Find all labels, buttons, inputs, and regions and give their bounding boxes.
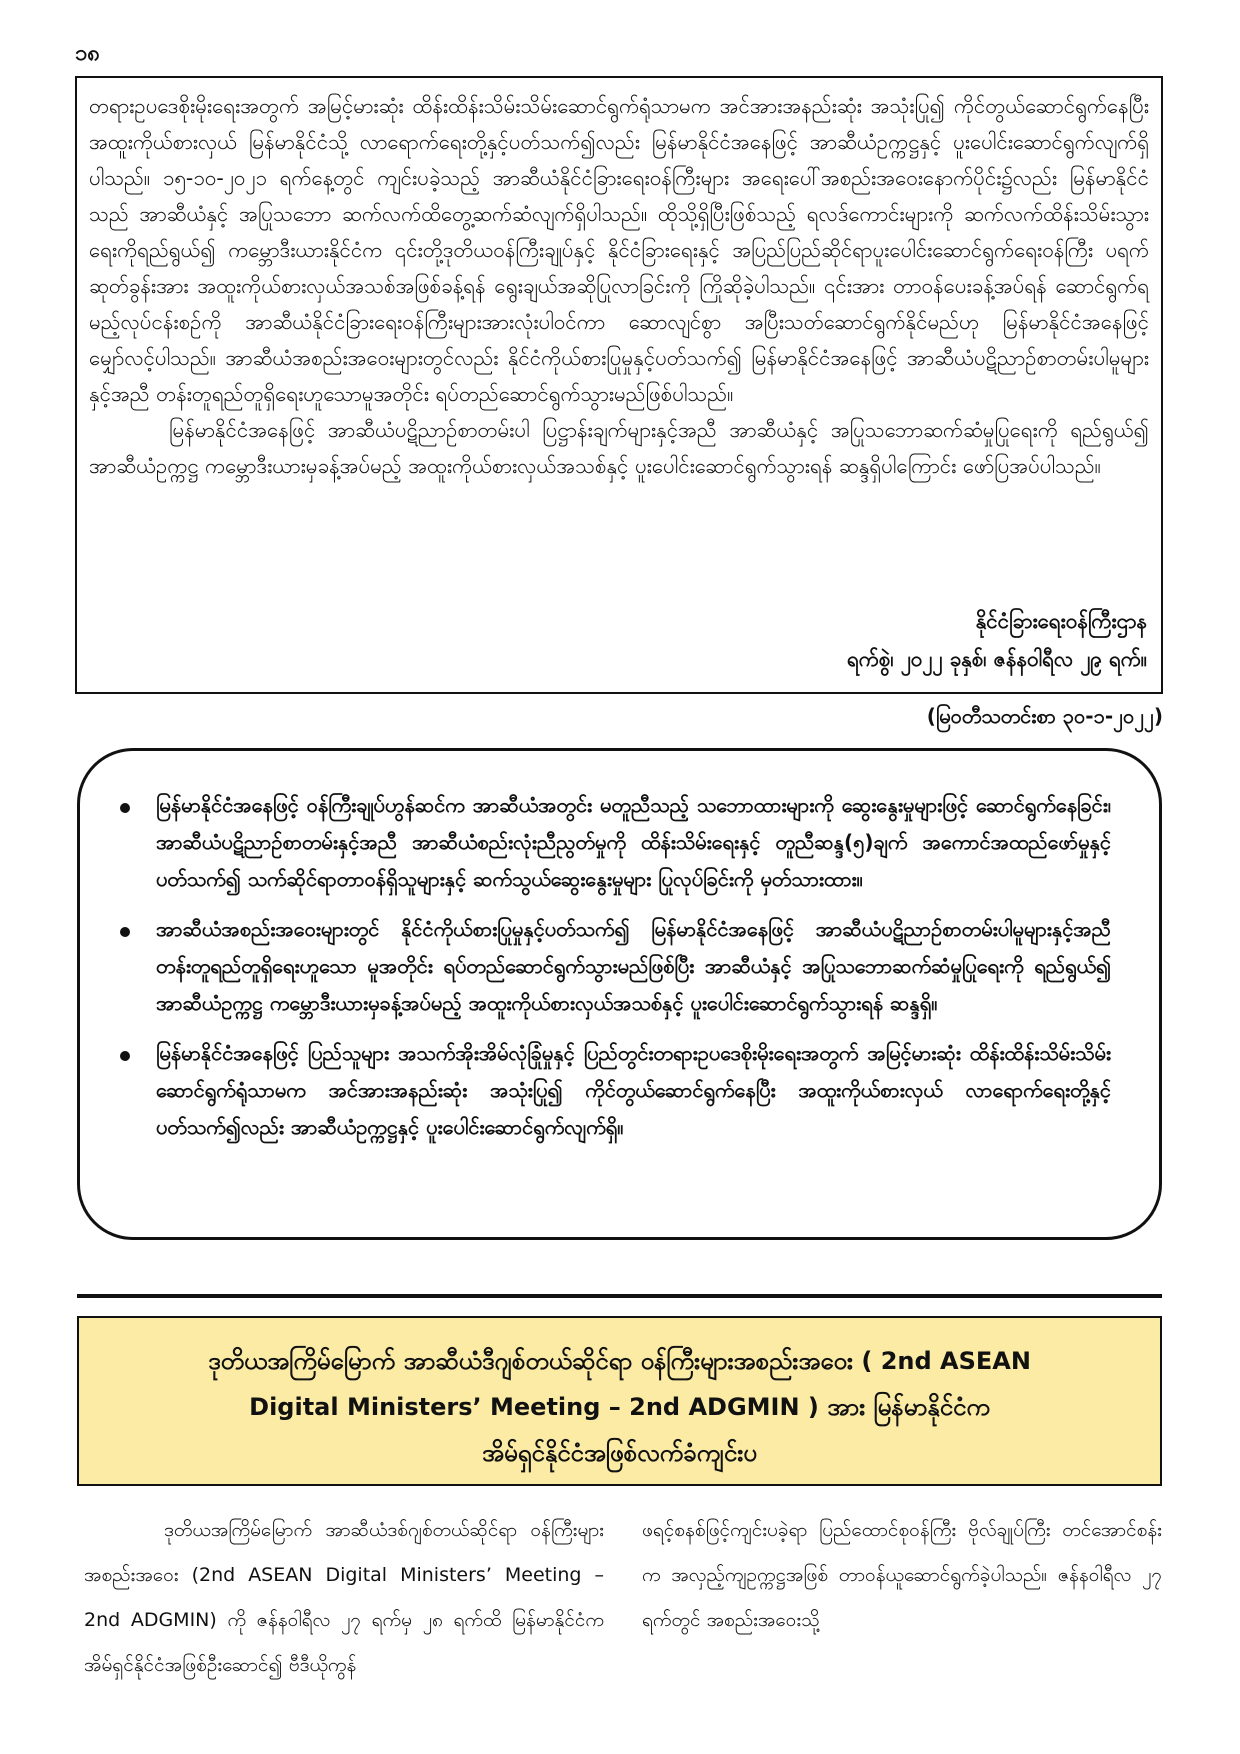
statement-signature	[847, 602, 1147, 678]
statement-paragraph: တရားဥပဒေစိုးမိုးရေးအတွက် အမြင့်မားဆုံး ထိန်းထိန်းသိမ်းသိမ်းဆောင်ရွက်ရုံသာမက အင်အားအနည်းဆုံး အသုံးပြု၍ ကိုင်တွယ်ဆောင်ရွက်နေပြီး အထူးကိုယ်စားလှယ် မြန်မာနိုင်ငံသို့ လာရောက်ရေးတို့နှင့်ပတ်သက်၍လည်း မြန်မာနိုင်ငံအနေဖြင့် အာဆီယံဥက္ကဋ္ဌနှင့် ပူးပေါင်းဆောင်ရွက်လျက်ရှိပါသည်။ ၁၅-၁၀-၂၀၂၁ ရက်နေ့တွင် ကျင်းပခဲ့သည့် အာဆီယံနိုင်ငံခြားရေးဝန်ကြီးများ အရေးပေါ်အစည်းအဝေးနောက်ပိုင်း၌လည်း မြန်မာနိုင်ငံသည် အာဆီယံနှင့် အပြုသဘော ဆက်လက်ထိတွေ့ဆက်ဆံလျက်ရှိပါသည်။ ထိုသို့ရှိပြီးဖြစ်သည့် ရလဒ်ကောင်းများကို ဆက်လက်ထိန်းသိမ်းသွားရေးကိုရည်ရွယ်၍ ကမ္ဘောဒီးယားနိုင်ငံက ၎င်းတို့ဒုတိယဝန်ကြီးချုပ်နှင့် နိုင်ငံခြားရေးနှင့် အပြည်ပြည်ဆိုင်ရာပူးပေါင်းဆောင်ရွက်ရေးဝန်ကြီး ပရက်ဆုတ်ခွန်းအား အထူးကိုယ်စားလှယ်အသစ်အဖြစ်ခန့်ရန် ရွေးချယ်အဆိုပြုလာခြင်းကို ကြိုဆိုခဲ့ပါသည်။ ၎င်းအား တာဝန်ပေးခန့်အပ်ရန် ဆောင်ရွက်ရမည့်လုပ်ငန်းစဉ်ကို အာဆီယံနိုင်ငံခြားရေးဝန်ကြီးများအားလုံးပါဝင်ကာ ဆောလျင်စွာ အပြီးသတ်ဆောင်ရွက်နိုင်မည်ဟု မြန်မာနိုင်ငံအနေဖြင့် မျှော်လင့်ပါသည်။ အာဆီယံအစည်းအဝေးများတွင်လည်း နိုင်ငံကိုယ်စားပြုမှုနှင့်ပတ်သက်၍ မြန်မာနိုင်ငံအနေဖြင့် အာဆီယံပဋိညာဉ်စာတမ်းပါမူများနှင့်အညီ တန်းတူရည်တူရှိရေးဟူသောမူအတိုင်း ရပ်တည်ဆောင်ရွက်သွားမည်ဖြစ်ပါသည်။	[89, 94, 1149, 406]
summary-item-text: အာဆီယံအစည်းအဝေးများတွင် နိုင်ငံကိုယ်စားပြုမှုနှင့်ပတ်သက်၍ မြန်မာနိုင်ငံအနေဖြင့် အာဆီယံပဋိညာဉ်စာတမ်းပါမူများနှင့်အညီ တန်းတူရည်တူရှိရေးဟူသော မူအတိုင်း ရပ်တည်ဆောင်ရွက်သွားမည်ဖြစ်ပြီး အာဆီယံနှင့် အပြုသဘောဆက်ဆံမှုပြုရေးကို ရည်ရွယ်၍ အာဆီယံဥက္ကဋ္ဌ ကမ္ဘောဒီးယားမှခန့်အပ်မည့် အထူးကိုယ်စားလှယ်အသစ်နှင့် ပူးပေါင်းဆောင်ရွက်သွားရန် ဆန္ဒရှိ။	[156, 917, 1111, 1015]
headline-line: Digital Ministers’ Meeting – 2nd ADGMIN ) အား မြန်မာနိုင်ငံက	[249, 1393, 990, 1421]
source-note: (မြဝတီသတင်းစာ ၃၀-၁-၂၀၂၂)	[926, 704, 1163, 728]
article-column-right: ဖရင့်စနစ်ဖြင့်ကျင်းပခဲ့ရာ ပြည်ထောင်စုဝန်ကြီး ဗိုလ်ချုပ်ကြီး တင်အောင်စန်းက အလှည့်ကျဥက္ကဋ္ဌအဖြစ် တာဝန်ယူဆောင်ရွက်ခဲ့ပါသည်။ ဇန်နဝါရီလ ၂၇ ရက်တွင် အစည်းအဝေးသို့	[642, 1519, 1162, 1631]
statement-paragraph: မြန်မာနိုင်ငံအနေဖြင့် အာဆီယံပဋိညာဉ်စာတမ်းပါ ပြဋ္ဌာန်းချက်များနှင့်အညီ အာဆီယံနှင့် အပြုသဘောဆက်ဆံမှုပြုရေးကို ရည်ရွယ်၍ အာဆီယံဥက္ကဋ္ဌ ကမ္ဘောဒီးယားမှခန့်အပ်မည့် အထူးကိုယ်စားလှယ်အသစ်နှင့် ပူးပေါင်းဆောင်ရွက်သွားရန် ဆန္ဒရှိပါကြောင်း ဖော်ပြအပ်ပါသည်။	[89, 418, 1149, 478]
issuer: နိုင်ငံခြားရေးဝန်ကြီးဌာန	[975, 609, 1147, 633]
article-body	[84, 1508, 1162, 1688]
summary-box	[77, 748, 1162, 1240]
summary-item-text: မြန်မာနိုင်ငံအနေဖြင့် ဝန်ကြီးချုပ်ဟွန်ဆင်က အာဆီယံအတွင်း မတူညီသည့် သဘောထားများကို ဆွေးနွေးမှုများဖြင့် ဆောင်ရွက်နေခြင်း၊ အာဆီယံပဋိညာဉ်စာတမ်းနှင့်အညီ အာဆီယံစည်းလုံးညီညွတ်မှုကို ထိန်းသိမ်းရေးနှင့် တူညီဆန္ဒ(၅)ချက် အကောင်အထည်ဖော်မှုနှင့်ပတ်သက်၍ သက်ဆိုင်ရာတာဝန်ရှိသူများနှင့် ဆက်သွယ်ဆွေးနွေးမှုများ ပြုလုပ်ခြင်းကို မှတ်သားထား။	[156, 793, 1111, 891]
headline-line: ဒုတိယအကြိမ်မြောက် အာဆီယံဒီဂျစ်တယ်ဆိုင်ရာ ဝန်ကြီးများအစည်းအဝေး ( 2nd ASEAN	[208, 1347, 1031, 1375]
article-column-left: ဒုတိယအကြိမ်မြောက် အာဆီယံဒစ်ဂျစ်တယ်ဆိုင်ရာ ဝန်ကြီးများအစည်းအဝေး (2nd ASEAN Digital Ministers’ Meeting – 2nd ADGMIN) ကို ဇန်နဝါရီလ ၂၇ ရက်မှ ၂၈ ရက်ထိ မြန်မာနိုင်ငံက အိမ်ရှင်နိုင်ငံအဖြစ်ဦးဆောင်၍ ဗီဒီယိုကွန်	[84, 1519, 604, 1676]
summary-item-text: မြန်မာနိုင်ငံအနေဖြင့် ပြည်သူများ အသက်အိုးအိမ်လုံခြုံမှုနှင့် ပြည်တွင်းတရားဥပဒေစိုးမိုးရေးအတွက် အမြင့်မားဆုံး ထိန်းထိန်းသိမ်းသိမ်းဆောင်ရွက်ရုံသာမက အင်အားအနည်းဆုံး အသုံးပြု၍ ကိုင်တွယ်ဆောင်ရွက်နေပြီး အထူးကိုယ်စားလှယ် လာရောက်ရေးတို့နှင့်ပတ်သက်၍လည်း အာဆီယံဥက္ကဋ္ဌနှင့် ပူးပေါင်းဆောင်ရွက်လျက်ရှိ။	[156, 1041, 1111, 1139]
page-number: ၁၈	[75, 41, 100, 66]
section-divider	[77, 1294, 1162, 1298]
press-statement-box	[75, 76, 1163, 694]
summary-list	[120, 787, 1111, 1146]
bullet-icon	[120, 803, 130, 813]
issue-date: ရက်စွဲ၊ ၂၀၂၂ ခုနှစ်၊ ဇန်နဝါရီလ ၂၉ ရက်။	[846, 647, 1147, 671]
bullet-icon	[120, 1051, 130, 1061]
headline-box	[77, 1316, 1162, 1486]
headline-line: အိမ်ရှင်နိုင်ငံအဖြစ်လက်ခံကျင်းပ	[482, 1439, 757, 1467]
summary-item	[120, 787, 1111, 898]
summary-item	[120, 911, 1111, 1022]
bullet-icon	[120, 927, 130, 937]
summary-item	[120, 1035, 1111, 1146]
